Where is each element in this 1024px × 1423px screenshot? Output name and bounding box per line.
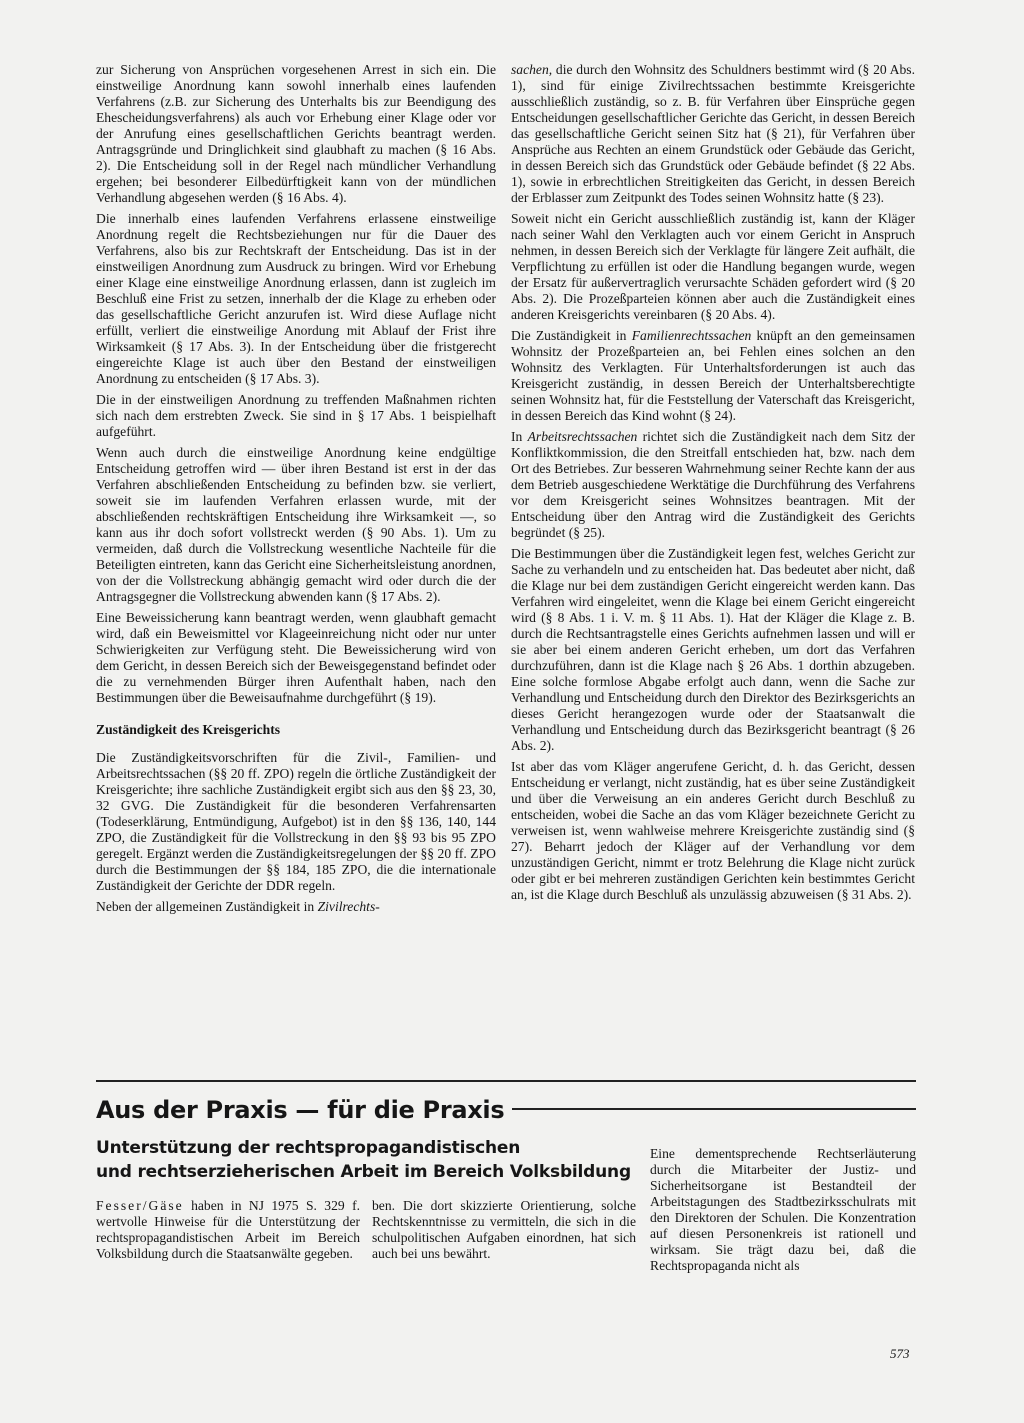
- article-title: [96, 1136, 636, 1184]
- italic-term: Familienrechtssachen: [631, 328, 752, 343]
- article-title-line: Unterstützung der rechtspropagandistischen: [96, 1138, 521, 1158]
- text-run: In: [511, 429, 528, 444]
- left-text-column: [96, 62, 496, 920]
- paragraph: Die Zuständigkeitsvorschriften für die Zivil-, Familien- und Arbeitsrechtssachen (§§ 20 ff. ZPO) regeln die örtliche Zuständigkeit der Kreisgerichte; ihre sachliche Zuständigkeit ergibt sich aus den §§ 23, 30, 32 GVG. Die Zuständigkeit für die besonderen Verfahrensarten (Todeserklärung, Entmündigung, Aufgebot) ist in den §§ 136, 140, 144 ZPO, die Zuständigkeit für die Vollstreckung in den §§ 93 bis 95 ZPO geregelt. Ergänzt werden die Zuständigkeitsregelungen der §§ 20 ff. ZPO durch die Bestimmungen der §§ 184, 185 ZPO, die die internationale Zuständigkeit der Gerichte der DDR regeln.: [96, 750, 496, 893]
- text-run: Die Zuständigkeit in: [511, 328, 632, 343]
- paragraph: Eine dementsprechende Rechtserläuterung durch die Mitarbeiter der Justiz- und Sicherheitsorgane ist Bestandteil der Arbeitstagungen des Stadtbezirksschulrats mit den Direktoren der Schulen. Die Konzentration auf diesen Personenkreis ist rationell und wirksam. Sie trägt dazu bei, daß die Rechtspropaganda nicht als: [650, 1146, 916, 1273]
- paragraph: Die in der einstweiligen Anordnung zu treffenden Maßnahmen richten sich nach dem erstrebten Zweck. Sie sind in § 17 Abs. 1 beispielhaft aufgeführt.: [96, 392, 496, 439]
- paragraph: Die Bestimmungen über die Zuständigkeit legen fest, welches Gericht zur Sache zu verhandeln und zu entscheiden hat. Das bedeutet aber nicht, daß die Klage nur bei dem zuständigen Gericht eingereicht werden kann. Das Verfahren wird eingeleitet, wenn die Klage bei einem Gericht eingereicht wird (§ 8 Abs. 1 i. V. m. § 11 Abs. 1). Hat der Kläger die Klage z. B. durch die Rechtsantragstelle eines Gerichts aufnehmen lassen und will er sie aber bei einem anderen Gericht erheben, um dort das Verfahren durchzuführen, dann ist die Klage nach § 26 Abs. 1 dorthin abzugeben. Eine solche formlose Abgabe erfolgt auch dann, wenn die Sache zur Verhandlung und Entscheidung durch den Direktor des Bezirksgerichts an dieses Gericht herangezogen wurde oder der Staatsanwalt die Verhandlung und Entscheidung durch das Bezirksgericht beantragt (§ 26 Abs. 2).: [511, 546, 915, 753]
- paragraph: Die innerhalb eines laufenden Verfahrens erlassene einstweilige Anordnung regelt die Rechtsbeziehungen nur für die Dauer des Verfahrens, also bis zur Rechtskraft der Entscheidung. Das ist in der einstweiligen Anordnung zum Ausdruck zu bringen. Wird vor Erhebung einer Klage eine einstweilige Anordnung erlassen, dann ist zugleich im Beschluß eine Frist zu setzen, innerhalb der die Klage zu erheben oder das gesellschaftliche Gericht anzurufen ist. Wird diese Auflage nicht erfüllt, verliert die einstweilige Anordung mit Ablauf der Frist ihre Wirksamkeit (§ 17 Abs. 3). In der Entscheidung über die fristgerecht eingereichte Klage ist auch über den Bestand der einstweiligen Anordnung zu entscheiden (§ 17 Abs. 3).: [96, 211, 496, 386]
- paragraph: Soweit nicht ein Gericht ausschließlich zuständig ist, kann der Kläger nach seiner Wahl den Verklagten auch vor einem Gericht in Anspruch nehmen, in dessen Bereich sich der Verklagte für längere Zeit aufhält, die Verpflichtung zu erfüllen ist oder die Handlung begangen wurde, wegen der Ersatz für außervertraglich verursachte Schäden gefordert wird (§ 20 Abs. 2). Die Prozeßparteien können aber auch die Zuständigkeit eines anderen Kreisgerichts vereinbaren (§ 20 Abs. 4).: [511, 211, 915, 322]
- section-divider: [96, 1080, 916, 1082]
- paragraph-continued: [96, 899, 496, 915]
- right-text-column: [511, 62, 915, 908]
- text-run: haben in NJ 1975 S. 329 f. wertvolle Hinweise für die Unterstützung der rechtspropagandistischen Arbeit im Bereich Volksbildung durch die Staatsanwälte gegeben.: [96, 1198, 360, 1261]
- paragraph: Ist aber das vom Kläger angerufene Gericht, d. h. das Gericht, dessen Entscheidung er verlangt, nicht zuständig, hat es über seine Zuständigkeit und über die Verweisung an ein anderes Gericht durch Beschluß zu entscheiden, wobei die Sache an das vom Kläger bezeichnete Gericht zu verweisen ist, wenn wahlweise mehrere Kreisgerichte zuständig sind (§ 27). Beharrt jedoch der Kläger auf der Verhandlung vor dem unzuständigen Gericht, nimmt er trotz Belehrung die Klage nicht zurück oder gibt er bei mehreren zuständigen Gerichten kein bestimmtes Gericht an, ist die Klage durch Beschluß als unzulässig abzuweisen (§ 31 Abs. 2).: [511, 759, 915, 902]
- text-run: richtet sich die Zuständigkeit nach dem Sitz der Konfliktkommission, die den Streitfall entschieden hat, bzw. nach dem Ort des Betriebes. Zur besseren Wahrnehmung seiner Rechte kann der aus dem Betrieb ausgeschiedene Werktätige die Durchführung des Verfahrens vor dem Kreisgericht seines Wohnsitzes beantragen. Mit der Entscheidung über den Antrag wird die Zuständigkeit des Gerichts begründet (§ 25).: [511, 429, 915, 540]
- text-run: Neben der allgemeinen Zuständigkeit in: [96, 899, 318, 914]
- section-banner-title: Aus der Praxis — für die Praxis: [96, 1096, 505, 1124]
- paragraph: ben. Die dort skizzierte Orientierung, solche Rechtskenntnisse zu vermitteln, die sich in die schulpolitischen Aufgaben einordnen, hat sich auch bei uns bewährt.: [372, 1198, 636, 1261]
- paragraph: [511, 62, 915, 206]
- text-run: knüpft an den gemeinsamen Wohnsitz der Prozeßparteien an, bei Fehlen eines solchen an den Wohnsitz des Verklagten. Für Unterhaltsforderungen ist auch das Kreisgericht zuständig, in dessen Bereich der Unterhaltsberechtigte seinen Wohnsitz hat, für die Feststellung der Vaterschaft das Kreisgericht, in dessen Bereich das Kind wohnt (§ 24).: [511, 328, 915, 423]
- article-column-1: [96, 1198, 360, 1262]
- italic-term: Arbeitsrechtssachen: [527, 429, 638, 444]
- italic-term: Zivilrechts-: [317, 899, 380, 914]
- article-column-3: [650, 1146, 916, 1274]
- author-names: Fesser/Gäse: [96, 1198, 184, 1213]
- article-title-line: und rechtserzieherischen Arbeit im Bereich Volksbildung: [96, 1162, 631, 1182]
- article-column-2: [372, 1198, 636, 1262]
- banner-rule: [512, 1108, 916, 1110]
- paragraph: [511, 429, 915, 541]
- paragraph: Eine Beweissicherung kann beantragt werden, wenn glaubhaft gemacht wird, daß ein Beweismittel vor Klageeinreichung nicht oder nur unter Schwierigkeiten zur Verfügung steht. Die Beweissicherung wird von dem Gericht, in dessen Bereich sich der Beweisgegenstand befindet oder die zu vernehmenden Bürger ihren Aufenthalt haben, nach den Bestimmungen über die Beweisaufnahme durchgeführt (§ 19).: [96, 610, 496, 705]
- paragraph: zur Sicherung von Ansprüchen vorgesehenen Arrest in sich ein. Die einstweilige Anordnung kann sowohl innerhalb eines laufenden Verfahrens (z.B. zur Sicherung des Unterhalts bis zur Beendigung des Ehescheidungsverfahrens) als auch vor Erhebung einer Klage oder vor der Anrufung eines gesellschaftlichen Gerichts beantragt werden. Antragsgründe und Dringlichkeit sind glaubhaft zu machen (§ 16 Abs. 2). Die Entscheidung soll in der Regel nach mündlicher Verhandlung ergehen; bei besonderer Eilbedürftigkeit kann von der mündlichen Verhandlung abgesehen werden (§ 16 Abs. 4).: [96, 62, 496, 205]
- paragraph: [96, 1198, 360, 1262]
- section-subheading: Zuständigkeit des Kreisgerichts: [96, 722, 281, 737]
- paragraph: [511, 328, 915, 424]
- page-number: 573: [890, 1346, 910, 1361]
- text-run: die durch den Wohnsitz des Schuldners bestimmt wird (§ 20 Abs. 1), sind für einige Zivilrechtssachen bestimmte Kreisgerichte ausschließlich zuständig, so z. B. für Verfahren über Einsprüche gegen Entscheidungen gesellschaftlicher Gerichte das Gericht, in dessen Bereich das gesellschaftliche Gericht seinen Sitz hat (§ 21), für Verfahren über Ansprüche aus Rechten an einem Grundstück oder Gebäude das Gericht, in dessen Bereich sich das Grundstück oder Gebäude befindet (§ 22 Abs. 1), sowie in erbrechtlichen Streitigkeiten das Gericht, in dessen Bereich der Erblasser zum Zeitpunkt des Todes seinen Wohnsitz hatte (§ 23).: [511, 62, 915, 205]
- italic-term: sachen,: [511, 62, 553, 77]
- paragraph: Wenn auch durch die einstweilige Anordnung keine endgültige Entscheidung getroffen wird — über ihren Bestand ist erst in der das Verfahren abschließenden Entscheidung zu befinden bzw. sie verliert, soweit sie im laufenden Verfahren erlassen wurde, mit der abschließenden rechtskräftigen Entscheidung ihre Wirksamkeit —, so kann aus ihr doch sofort vollstreckt werden (§ 90 Abs. 1). Um zu vermeiden, daß durch die Vollstreckung wesentliche Nachteile für die Beteiligten eintreten, kann das Gericht eine Sicherheitsleistung anordnen, von der die Vollstreckung abhängig gemacht wird oder durch die der Antragsgegner die Vollstreckung abwenden kann (§ 17 Abs. 2).: [96, 445, 496, 604]
